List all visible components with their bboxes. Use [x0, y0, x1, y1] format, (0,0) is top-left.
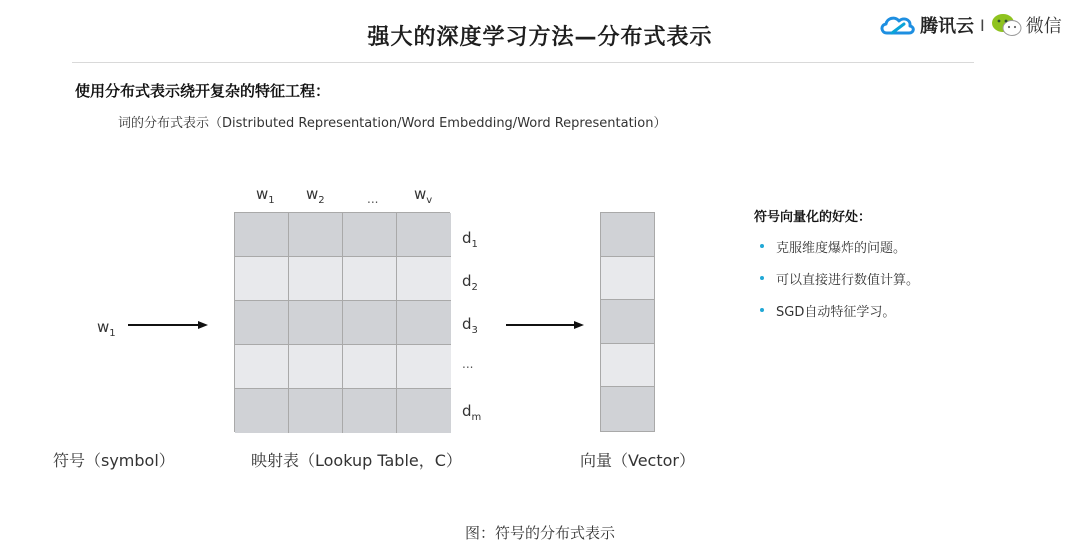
table-cell	[235, 213, 289, 257]
tencent-cloud-label: 腾讯云	[920, 16, 974, 37]
wechat-label: 微信	[1025, 16, 1062, 37]
vocab-label-w2	[306, 185, 325, 206]
table-cell	[343, 213, 397, 257]
dimension-label-d2	[462, 272, 478, 293]
section-subtitle: 使用分布式表示绕开复杂的特征工程：	[75, 82, 331, 100]
vector-cell	[601, 387, 654, 431]
benefit-text: 克服维度爆炸的问题。	[776, 241, 907, 256]
table-cell	[289, 213, 343, 257]
vocab-label-wv	[414, 185, 432, 206]
arrow-right-icon	[128, 318, 208, 332]
figure-caption: 图：符号的分布式表示	[464, 524, 615, 542]
table-cell	[235, 257, 289, 301]
lookup-table	[234, 212, 450, 432]
symbol-caption: 符号（symbol）	[53, 451, 175, 470]
dimension-label-d1	[462, 229, 478, 250]
brand-bar	[878, 10, 1062, 40]
table-cell	[343, 389, 397, 433]
vocab-label-w1	[256, 185, 275, 206]
table-cell	[397, 301, 451, 345]
bullet-icon	[760, 276, 764, 280]
benefit-text: 可以直接进行数值计算。	[776, 273, 920, 288]
vector-cell	[601, 257, 654, 301]
wechat-icon	[991, 12, 1023, 38]
dimension-label-sub: 2	[471, 282, 478, 293]
arrow-right-icon	[506, 318, 584, 332]
vector-cell	[601, 213, 654, 257]
vector-cell	[601, 344, 654, 388]
list-item	[754, 301, 919, 333]
dimension-label-ellipsis	[462, 357, 473, 371]
benefits-heading: 符号向量化的好处：	[754, 210, 872, 225]
dimension-label-base: ...	[462, 357, 474, 371]
vocab-label-sub: 1	[268, 195, 275, 206]
vocab-label-base: ...	[367, 192, 379, 206]
table-cell	[343, 345, 397, 389]
tencent-cloud-icon	[878, 13, 916, 37]
vocab-label-base: w	[306, 185, 319, 203]
table-cell	[343, 257, 397, 301]
dimension-label-base: d	[462, 229, 472, 247]
list-item	[754, 269, 919, 301]
page-title: 强大的深度学习方法—分布式表示	[367, 25, 713, 50]
dimension-label-sub: m	[471, 412, 482, 423]
output-vector	[600, 212, 655, 432]
dimension-label-sub: 3	[471, 325, 478, 336]
list-item	[754, 237, 919, 269]
dimension-label-base: d	[462, 272, 472, 290]
vector-caption: 向量（Vector）	[580, 451, 695, 470]
bullet-icon	[760, 244, 764, 248]
table-cell	[397, 389, 451, 433]
dimension-label-d3	[462, 315, 478, 336]
dimension-label-sub: 1	[471, 239, 478, 250]
table-cell	[235, 345, 289, 389]
vocab-label-base: w	[414, 185, 427, 203]
table-cell	[289, 345, 343, 389]
table-cell	[235, 301, 289, 345]
dimension-label-base: d	[462, 315, 472, 333]
benefit-text: SGD自动特征学习。	[776, 305, 896, 320]
brand-separator: I	[980, 15, 985, 35]
dimension-label-dm	[462, 402, 481, 423]
table-cell	[289, 389, 343, 433]
vocab-label-base: w	[256, 185, 269, 203]
lookup-caption: 映射表（Lookup Table，C）	[251, 451, 462, 470]
input-word-label	[97, 318, 116, 339]
table-cell	[397, 345, 451, 389]
benefits-list	[754, 237, 919, 333]
table-cell	[397, 257, 451, 301]
table-cell	[235, 389, 289, 433]
dimension-label-base: d	[462, 402, 472, 420]
table-cell	[289, 301, 343, 345]
vocab-label-sub: v	[426, 195, 433, 206]
table-cell	[343, 301, 397, 345]
input-word-base: w	[97, 318, 110, 336]
vocab-label-sub: 2	[318, 195, 325, 206]
benefits-panel	[754, 206, 919, 333]
vector-cell	[601, 300, 654, 344]
input-word-sub: 1	[109, 328, 116, 339]
title-divider	[72, 62, 974, 63]
vocab-label-ellipsis	[367, 192, 378, 206]
table-cell	[289, 257, 343, 301]
section-description: 词的分布式表示（Distributed Representation/Word Embedding/Word Representation）	[118, 116, 667, 131]
bullet-icon	[760, 308, 764, 312]
table-cell	[397, 213, 451, 257]
